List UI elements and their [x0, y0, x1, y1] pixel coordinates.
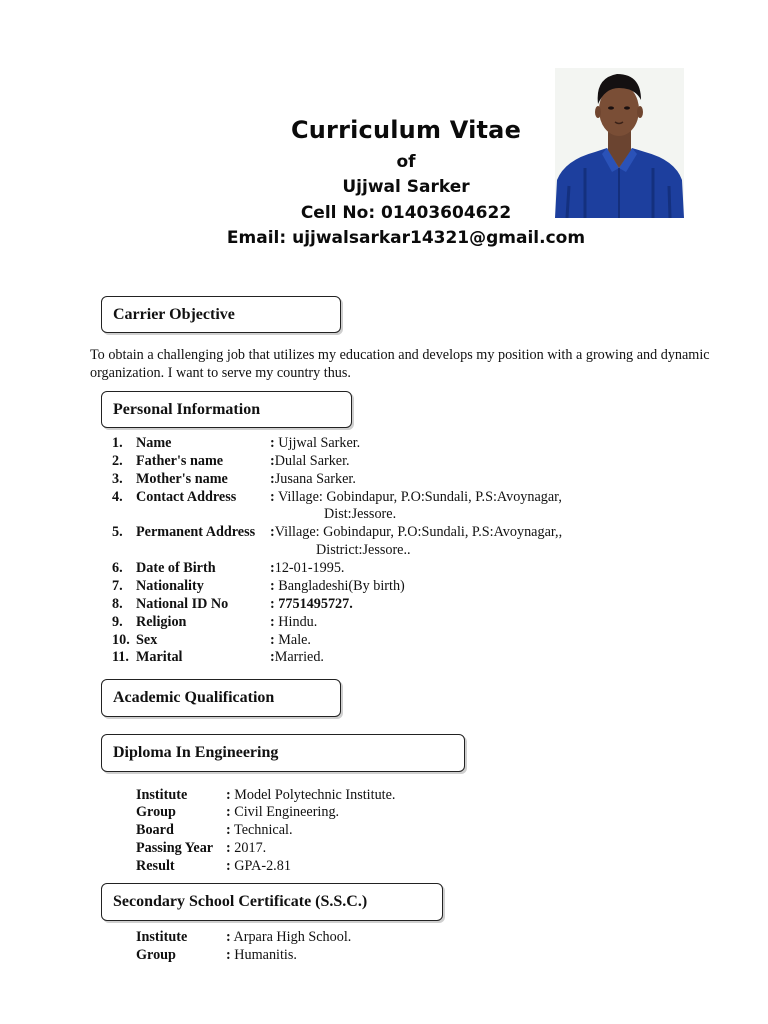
row-label: Group [136, 804, 176, 820]
value-text: Married. [274, 649, 324, 665]
section-title: Diploma In Engineering [113, 744, 279, 761]
cv-of: of [396, 152, 416, 172]
value-text: Village: Gobindapur, P.O:Sundali, P.S:Avoynagar, [274, 489, 562, 505]
row-value [226, 858, 291, 875]
value-text: Dulal Sarker. [274, 453, 350, 469]
colon: : [226, 787, 231, 803]
section-academic-qualification [101, 679, 341, 717]
section-title: Personal Information [113, 400, 261, 418]
row-number: 7. [112, 578, 123, 594]
row-label: Sex [136, 632, 158, 648]
row-value [270, 632, 610, 649]
row-value [226, 804, 339, 821]
row-value [270, 596, 610, 613]
row-number: 2. [112, 453, 123, 469]
colon: : [270, 453, 275, 469]
value-text: Technical. [230, 822, 293, 838]
profile-photo [555, 68, 684, 218]
colon: : [270, 649, 275, 665]
colon: : [270, 578, 275, 594]
row-value [270, 453, 610, 470]
value-text: Male. [274, 632, 311, 648]
section-diploma [101, 734, 465, 772]
row-number: 11. [112, 649, 129, 665]
row-number: 10. [112, 632, 130, 648]
contact-address-continuation: Dist:Jessore. [324, 506, 397, 522]
value-text: 2017. [230, 840, 267, 856]
colon: : [226, 840, 231, 856]
section-ssc [101, 883, 443, 921]
section-title: Academic Qualification [113, 689, 275, 706]
row-value [270, 614, 610, 631]
row-value [270, 524, 610, 541]
row-number: 3. [112, 471, 123, 487]
section-personal-information [101, 391, 352, 428]
colon: : [270, 632, 275, 648]
colon: : [226, 947, 231, 963]
row-label: National ID No [136, 596, 229, 612]
cv-title: Curriculum Vitae [290, 116, 522, 144]
row-value [226, 947, 297, 964]
row-value [270, 560, 610, 577]
row-label: Contact Address [136, 489, 237, 505]
row-label: Nationality [136, 578, 204, 594]
row-value [270, 649, 610, 666]
row-label: Mother's name [136, 471, 228, 487]
value-text: GPA-2.81 [230, 858, 291, 874]
row-value [226, 840, 266, 857]
section-title: Secondary School Certificate (S.S.C.) [113, 893, 368, 910]
cv-cell: Cell No: 01403604622 [300, 203, 512, 223]
row-label: Date of Birth [136, 560, 216, 576]
colon: : [226, 929, 231, 945]
row-label: Marital [136, 649, 183, 665]
row-value [226, 929, 351, 946]
value-text: 12-01-1995. [274, 560, 345, 576]
value-text: Village: Gobindapur, P.O:Sundali, P.S:Avoynagar,, [274, 524, 563, 540]
colon: : [270, 596, 275, 612]
value-text: Model Polytechnic Institute. [230, 787, 396, 803]
row-number: 6. [112, 560, 123, 576]
colon: : [270, 614, 275, 630]
section-carrier-objective [101, 296, 341, 333]
value-text: 7751495727. [274, 596, 353, 612]
row-number: 8. [112, 596, 123, 612]
row-number: 5. [112, 524, 123, 540]
objective-text: To obtain a challenging job that utilizes my education and develops my position with a growing and dynamic organization. I want to serve my country thus. [90, 347, 710, 381]
row-label: Result [136, 858, 175, 874]
colon: : [270, 560, 275, 576]
cv-email: Email: ujjwalsarkar14321@gmail.com [226, 228, 586, 248]
row-label: Religion [136, 614, 187, 630]
colon: : [270, 524, 275, 540]
colon: : [270, 435, 275, 451]
colon: : [226, 858, 231, 874]
row-value [270, 489, 610, 506]
row-label: Board [136, 822, 174, 838]
value-text: Bangladeshi(By birth) [274, 578, 405, 594]
value-text: Civil Engineering. [230, 804, 340, 820]
row-label: Institute [136, 929, 188, 945]
colon: : [226, 804, 231, 820]
row-label: Passing Year [136, 840, 214, 856]
row-number: 9. [112, 614, 123, 630]
value-text: Hindu. [274, 614, 318, 630]
row-value [270, 578, 610, 595]
section-title: Carrier Objective [113, 305, 235, 323]
permanent-address-continuation: District:Jessore.. [316, 542, 411, 558]
row-value [270, 435, 610, 452]
row-label: Father's name [136, 453, 224, 469]
value-text: Humanitis. [230, 947, 297, 963]
colon: : [270, 489, 275, 505]
colon: : [226, 822, 231, 838]
row-label: Group [136, 947, 176, 963]
value-text: Jusana Sarker. [274, 471, 356, 487]
row-number: 4. [112, 489, 123, 505]
row-value [226, 822, 293, 839]
row-value [226, 787, 395, 804]
colon: : [270, 471, 275, 487]
row-label: Institute [136, 787, 188, 803]
row-value [270, 471, 610, 488]
row-number: 1. [112, 435, 123, 451]
value-text: Ujjwal Sarker. [274, 435, 361, 451]
row-label: Name [136, 435, 172, 451]
row-label: Permanent Address [136, 524, 256, 540]
value-text: Arpara High School. [230, 929, 352, 945]
cv-name: Ujjwal Sarker [342, 177, 470, 197]
